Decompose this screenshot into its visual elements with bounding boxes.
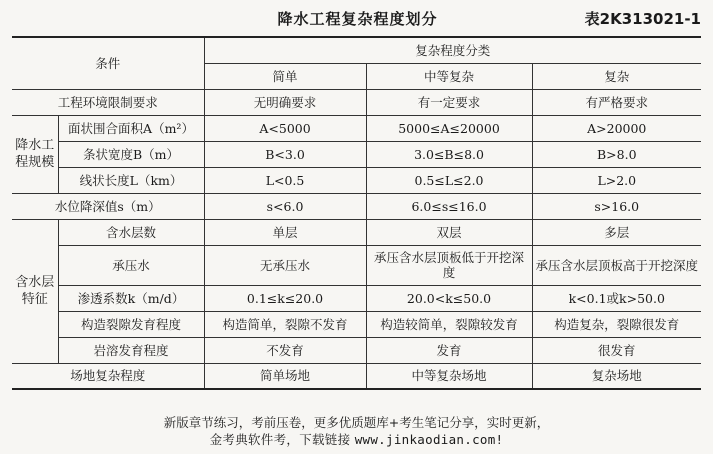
row-label: 承压水 [58,245,204,285]
group-label-scale: 降水工程规模 [12,115,58,193]
cell-medium: 承压含水层顶板低于开挖深度 [366,245,532,285]
cell-simple: 简单场地 [204,363,366,389]
footer-note [0,414,713,448]
conditions-header: 条件 [12,37,204,89]
cell-medium: 双层 [366,219,532,245]
cell-simple: 单层 [204,219,366,245]
group-label-aquifer: 含水层特征 [12,219,58,363]
download-link[interactable]: www.jinkaodian.com! [354,432,504,447]
table-row [12,337,701,363]
table-row [12,115,701,141]
cell-complex: 构造复杂，裂隙很发育 [532,311,701,337]
cell-medium: 发育 [366,337,532,363]
cell-complex: 有严格要求 [532,89,701,115]
cell-medium: 构造较简单，裂隙较发育 [366,311,532,337]
complexity-table [12,36,701,390]
cell-simple: B<3.0 [204,141,366,167]
row-label: 线状长度L（km） [58,167,204,193]
cell-simple: 构造简单，裂隙不发育 [204,311,366,337]
footer-line-1: 新版章节练习，考前压卷，更多优质题库+考生笔记分享，实时更新， [163,415,550,430]
title-row [10,8,705,30]
row-label: 岩溶发育程度 [58,337,204,363]
row-label: 含水层数 [58,219,204,245]
table-row [12,245,701,285]
classification-header: 复杂程度分类 [204,37,701,63]
cell-simple: A<5000 [204,115,366,141]
cell-complex: k<0.1或k>50.0 [532,285,701,311]
cell-medium: 中等复杂场地 [366,363,532,389]
complex-header: 复杂 [532,63,701,89]
cell-medium: 20.0<k≤50.0 [366,285,532,311]
table-row [12,167,701,193]
cell-complex: s>16.0 [532,193,701,219]
page-title: 降水工程复杂程度划分 [277,10,438,28]
cell-simple: L<0.5 [204,167,366,193]
row-label: 场地复杂程度 [12,363,204,389]
table-row [12,363,701,389]
cell-complex: L>2.0 [532,167,701,193]
cell-medium: 5000≤A≤20000 [366,115,532,141]
table-row [12,141,701,167]
cell-simple: 无明确要求 [204,89,366,115]
row-label: 水位降深值s（m） [12,193,204,219]
medium-header: 中等复杂 [366,63,532,89]
simple-header: 简单 [204,63,366,89]
cell-medium: 6.0≤s≤16.0 [366,193,532,219]
row-label: 面状围合面积A（m²） [58,115,204,141]
table-row [12,219,701,245]
table-row [12,285,701,311]
cell-medium: 0.5≤L≤2.0 [366,167,532,193]
cell-complex: 很发育 [532,337,701,363]
footer-text: 金考典软件考，下载链接 [209,432,355,447]
table-row [12,193,701,219]
row-label: 工程环境限制要求 [12,89,204,115]
table-row [12,311,701,337]
cell-complex: 多层 [532,219,701,245]
cell-simple: 不发育 [204,337,366,363]
header-row-1 [12,37,701,63]
row-label: 渗透系数k（m/d） [58,285,204,311]
cell-complex: 承压含水层顶板高于开挖深度 [532,245,701,285]
cell-simple: 无承压水 [204,245,366,285]
cell-medium: 3.0≤B≤8.0 [366,141,532,167]
footer-line-2 [0,431,713,448]
cell-complex: B>8.0 [532,141,701,167]
table-row [12,89,701,115]
cell-simple: 0.1≤k≤20.0 [204,285,366,311]
cell-complex: A>20000 [532,115,701,141]
table-number: 表2K313021-1 [584,10,701,28]
row-label: 构造裂隙发育程度 [58,311,204,337]
row-label: 条状宽度B（m） [58,141,204,167]
cell-complex: 复杂场地 [532,363,701,389]
cell-simple: s<6.0 [204,193,366,219]
cell-medium: 有一定要求 [366,89,532,115]
